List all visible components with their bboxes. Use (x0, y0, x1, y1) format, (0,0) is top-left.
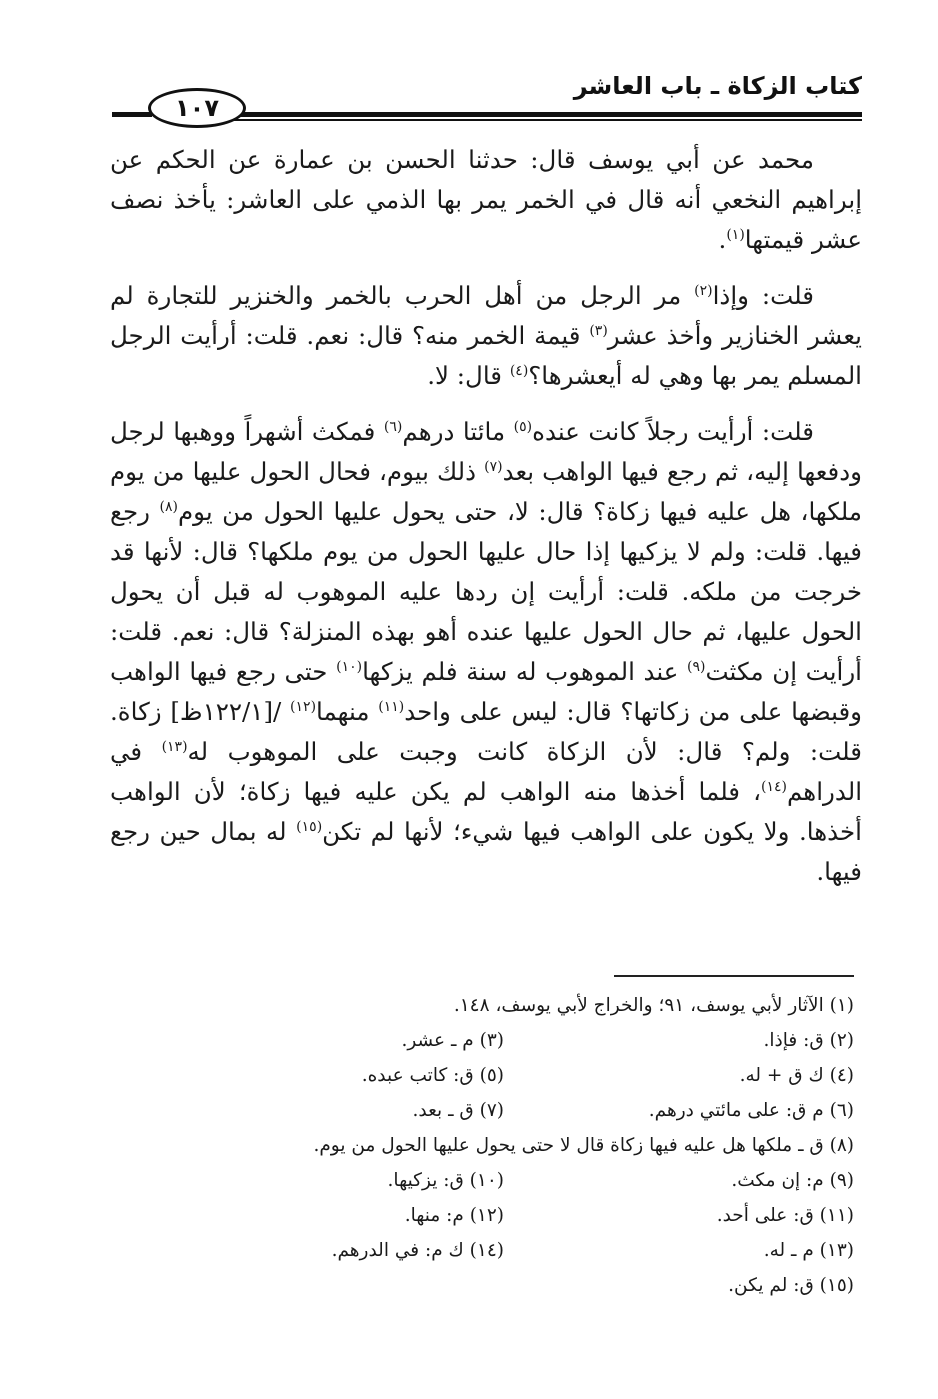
text-run: في الدراهم (110, 737, 862, 806)
footnote-1: (١) الآثار لأبي يوسف، ٩١؛ والخراج لأبي يوسف، ١٤٨. (453, 995, 854, 1016)
text-run: عند الموهوب له سنة فلم يزكها (362, 657, 688, 686)
paragraph-3 (110, 412, 862, 892)
text-run: مر الرجل من أهل الحرب بالخمر والخنزير للتجارة لم يعشر الخنازير وأخذ عشر (110, 281, 863, 350)
footnote-ref: (١٢) (290, 698, 317, 715)
footnote-ref: (٤) (509, 362, 529, 379)
footnote-row (154, 1163, 854, 1198)
footnote-ref: (٩) (687, 658, 706, 675)
footnote-5: (٥) ق: كاتب عبده. (361, 1065, 504, 1086)
page-number-frame (148, 88, 246, 128)
footnote-row (154, 1023, 854, 1058)
footnote-row (154, 1128, 854, 1163)
page-number: ١٠٧ (175, 94, 219, 122)
footnote-row (154, 1233, 854, 1268)
text-run: ، فلما أخذها منه الواهب لم يكن عليه فيها زكاة؛ لأن الواهب أخذها. ولا يكون على الواهب فيها شيء؛ لأنها لم تكن (110, 777, 862, 846)
text-run: . (718, 225, 727, 254)
footnote-row (154, 988, 854, 1023)
footnote-4: (٤) ك ق + له. (739, 1065, 854, 1086)
footnote-6: (٦) م ق: على مائتي درهم. (648, 1100, 854, 1121)
footnote-ref: (١٣) (161, 738, 188, 755)
footnote-separator (614, 975, 854, 977)
footnote-row (154, 1268, 854, 1303)
text-run: مائتا درهم (402, 417, 514, 446)
footnote-15: (١٥) ق: لم يكن. (728, 1275, 854, 1296)
paragraph-2 (110, 276, 862, 396)
paragraph-1 (110, 140, 862, 260)
text-run: حتى رجع فيها الواهب وقبضها على من زكاتها؟ قال: ليس على واحد (110, 657, 863, 726)
footnote-ref: (٣) (589, 322, 608, 339)
footnote-ref: (٥) (513, 418, 533, 435)
text-run: قيمة الخمر منه؟ قال: نعم. قلت: أرأيت الرجل المسلم يمر بها وهي له أيعشرها؟ (110, 321, 862, 390)
text-run: له بمال حين رجع فيها. (110, 817, 862, 886)
footnote-2: (٢) ق: فإذا. (763, 1030, 854, 1051)
text-run: /[١٢٢/١ظ] زكاة. قلت: ولم؟ قال: لأن الزكاة كانت وجبت على الموهوب له (110, 697, 862, 766)
footnote-row (154, 1058, 854, 1093)
footnote-11: (١١) ق: على أحد. (716, 1205, 854, 1226)
text-run: فمكث أشهراً ووهبها لرجل ودفعها إليه، ثم رجع فيها الواهب بعد (110, 417, 862, 486)
footnote-ref: (٧) (484, 458, 503, 475)
footnote-10: (١٠) ق: يزكيها. (387, 1170, 504, 1191)
text-run: ذلك بيوم، فحال الحول عليها من يوم ملكها، هل عليه فيها زكاة؟ قال: لا، حتى يحول عليها الحول من يوم (110, 457, 862, 526)
header-rule-left (112, 112, 152, 117)
text-run: رجع فيها. قلت: ولم لا يزكيها إذا حال عليها الحول من يوم ملكها؟ قال: لأنها قد خرجت من ملكه. قلت: أرأيت إن ردها عليه الموهوب له قبل أن يحول الحول عليها، ثم حال الحول عليها عنده أهو بهذه المنزلة؟ قال: نعم. قلت: أرأيت إن مكثت (110, 497, 862, 686)
text-run: محمد عن أبي يوسف قال: حدثنا الحسن بن عمارة عن الحكم عن إبراهيم النخعي أنه قال في الخمر يمر بها الذمي على العاشر: يأخذ نصف عشر قيمتها (110, 145, 862, 254)
footnote-13: (١٣) م ـ له. (763, 1240, 854, 1261)
running-title: كتاب الزكاة ـ باب العاشر (573, 72, 862, 100)
text-run: منهما (316, 697, 379, 726)
page-header (112, 66, 862, 126)
header-rule-thin (232, 119, 862, 121)
header-rule-thick (232, 112, 862, 117)
footnote-row (154, 1198, 854, 1233)
footnote-8: (٨) ق ـ ملكها هل عليه فيها زكاة قال لا حتى يحول عليها الحول من يوم. (313, 1135, 854, 1156)
text-run: قلت: أرأيت رجلاً كانت عنده (532, 417, 814, 446)
footnote-9: (٩) م: إن مكث. (731, 1170, 854, 1191)
footnote-ref: (١٥) (296, 818, 323, 835)
text-run: قلت: وإذا (712, 281, 815, 310)
footnote-12: (١٢) م: منها. (404, 1205, 504, 1226)
footnote-row (154, 1093, 854, 1128)
footnote-3: (٣) م ـ عشر. (401, 1030, 504, 1051)
footnote-ref: (١١) (378, 698, 405, 715)
footnote-14: (١٤) ك م: في الدرهم. (331, 1240, 504, 1261)
footnote-ref: (٨) (159, 498, 178, 515)
main-text (110, 140, 862, 908)
footnote-ref: (٦) (383, 418, 403, 435)
footnotes (154, 988, 854, 1303)
footnote-ref: (١٠) (336, 658, 363, 675)
text-run: قال: لا. (427, 361, 510, 390)
footnote-7: (٧) ق ـ بعد. (412, 1100, 504, 1121)
footnote-ref: (١) (726, 226, 745, 243)
footnote-ref: (٢) (694, 282, 713, 299)
footnote-ref: (١٤) (761, 778, 787, 795)
